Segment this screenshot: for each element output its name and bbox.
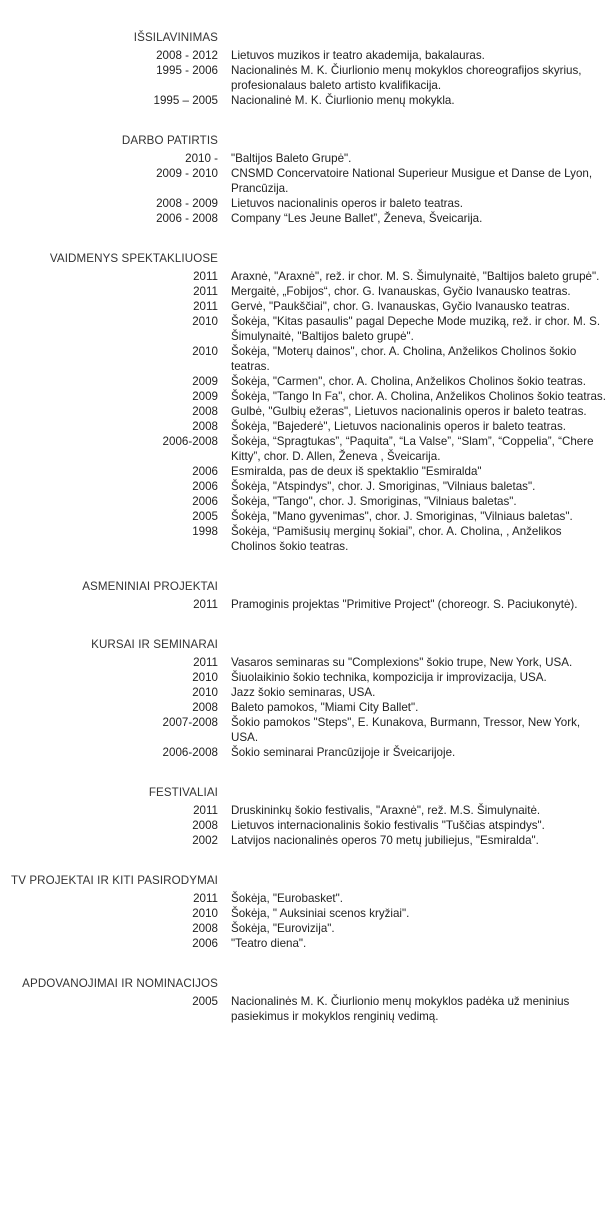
entry-year: 2010 (192, 907, 218, 920)
entry-row (0, 655, 610, 670)
entry-description: Druskininkų šokio festivalis, "Araxnė", rež. M.S. Šimulynaitė. (231, 804, 541, 817)
entry-year: 2006-2008 (162, 435, 218, 448)
entry-description: Šokio pamokos "Steps", E. Kunakova, Burmann, Tressor, New York, USA. (231, 716, 581, 744)
entry-row (0, 833, 610, 848)
entry-description: Šiuolaikinio šokio technika, kompozicija ir improvizacija, USA. (231, 671, 547, 684)
entry-description: Šokėja, "Tango In Fa", chor. A. Cholina, Anželikos Cholinos šokio teatras. (231, 390, 606, 403)
entry-row (0, 404, 610, 419)
section-heading: FESTIVALIAI (148, 786, 218, 799)
entry-year: 2008 - 2009 (156, 197, 218, 210)
section-heading: ASMENINIAI PROJEKTAI (82, 580, 218, 593)
entry-description: Šokėja, “Spragtukas”, “Paquita”, “La Valse”, “Slam”, “Coppelia”, “Chere Kitty”, chor. D. Allen, Ženeva , Šveicarija. (231, 435, 594, 463)
entry-row (0, 284, 610, 299)
entry-row (0, 906, 610, 921)
entry-description: "Baltijos Baleto Grupė". (231, 152, 352, 165)
entry-row (0, 685, 610, 700)
entry-row (0, 509, 610, 524)
entry-description: Nacionalinė M. K. Čiurlionio menų mokykla. (231, 94, 455, 107)
entry-row (0, 479, 610, 494)
entry-description: Šokėja, "Eurobasket". (231, 892, 343, 905)
entry-year: 2007-2008 (162, 716, 218, 729)
section-tv-projektai-ir-kiti-pasirodymai (0, 872, 610, 951)
entry-description: Jazz šokio seminaras, USA. (231, 686, 376, 699)
entry-year: 2009 (192, 390, 218, 403)
entry-description: Šokėja, "Eurovizija". (231, 922, 335, 935)
entry-year: 2008 - 2012 (156, 49, 218, 62)
entry-year: 2011 (193, 656, 218, 669)
section-heading: IŠSILAVINIMAS (133, 31, 218, 44)
entry-row (0, 151, 610, 166)
section-heading: TV PROJEKTAI IR KITI PASIRODYMAI (11, 874, 218, 887)
entry-row (0, 818, 610, 833)
entry-row (0, 464, 610, 479)
entry-year: 2006 (192, 495, 218, 508)
entry-row (0, 715, 610, 745)
entry-description: Lietuvos internacionalinis šokio festivalis "Tuščias atspindys". (231, 819, 545, 832)
section-asmeniniai-projektai (0, 578, 610, 612)
entry-description: Latvijos nacionalinės operos 70 metų jubiliejus, "Esmiralda". (231, 834, 539, 847)
section-darbo-patirtis (0, 132, 610, 226)
entry-row (0, 374, 610, 389)
entry-row (0, 48, 610, 63)
entry-row (0, 494, 610, 509)
entry-year: 1995 – 2005 (153, 94, 218, 107)
entry-row (0, 994, 610, 1024)
entry-description: Vasaros seminaras su "Complexions" šokio trupe, New York, USA. (231, 656, 573, 669)
entry-row (0, 434, 610, 464)
entry-description: Šokėja, "Carmen", chor. A. Cholina, Anželikos Cholinos šokio teatras. (231, 375, 586, 388)
entry-year: 2011 (193, 285, 218, 298)
entry-row (0, 936, 610, 951)
entry-year: 1998 (192, 525, 218, 538)
entry-year: 2011 (193, 300, 218, 313)
entry-year: 2010 (192, 345, 218, 358)
entry-year: 2005 (192, 995, 218, 1008)
entry-description: CNSMD Concervatoire National Superieur Musigue et Danse de Lyon, Prancūzija. (231, 167, 593, 195)
entry-year: 2006 (192, 480, 218, 493)
entry-year: 2006 (192, 937, 218, 950)
entry-year: 2005 (192, 510, 218, 523)
entry-year: 2010 (192, 686, 218, 699)
entry-row (0, 524, 610, 554)
section-heading: DARBO PATIRTIS (121, 134, 218, 147)
entry-row (0, 269, 610, 284)
entry-description: Baleto pamokos, "Miami City Ballet". (231, 701, 419, 714)
entry-description: Company “Les Jeune Ballet”, Ženeva, Šveicarija. (231, 212, 483, 225)
entry-year: 2008 (192, 420, 218, 433)
entry-row (0, 166, 610, 196)
entry-year: 2011 (193, 598, 218, 611)
entry-row (0, 891, 610, 906)
entry-year: 2008 (192, 405, 218, 418)
entry-description: Šokėja, "Bajederė", Lietuvos nacionalinis operos ir baleto teatras. (231, 420, 566, 433)
section-issilavinimas (0, 29, 610, 108)
entry-year: 2006-2008 (162, 746, 218, 759)
section-vaidmenys-spektakliuose (0, 250, 610, 554)
entry-year: 2009 (192, 375, 218, 388)
entry-year: 2009 - 2010 (156, 167, 218, 180)
entry-year: 2006 - 2008 (156, 212, 218, 225)
entry-year: 2006 (192, 465, 218, 478)
entry-description: Šokėja, "Mano gyvenimas", chor. J. Smoriginas, "Vilniaus baletas". (231, 510, 573, 523)
entry-description: "Teatro diena". (231, 937, 307, 950)
entry-year: 2010 (192, 315, 218, 328)
section-festivaliai (0, 784, 610, 848)
entry-description: Lietuvos nacionalinis operos ir baleto teatras. (231, 197, 464, 210)
section-heading: VAIDMENYS SPEKTAKLIUOSE (49, 252, 218, 265)
entry-description: Gulbė, "Gulbių ežeras", Lietuvos nacionalinis operos ir baleto teatras. (231, 405, 587, 418)
section-heading: APDOVANOJIMAI IR NOMINACIJOS (22, 977, 218, 990)
entry-row (0, 196, 610, 211)
entry-description: Lietuvos muzikos ir teatro akademija, bakalauras. (231, 49, 485, 62)
entry-description: Šokėja, “Pamišusių merginų šokiai”, chor. A. Cholina, , Anželikos Cholinos šokio teatras. (231, 525, 562, 553)
entry-description: Araxnė, "Araxnė", rež. ir chor. M. S. Šimulynaitė, "Baltijos baleto grupė". (231, 270, 600, 283)
entry-description: Šokėja, "Kitas pasaulis" pagal Depeche Mode muziką, rež. ir chor. M. S. Šimulynaitė, "Baltijos baleto grupė". (231, 315, 601, 343)
entry-year: 2010 - (185, 152, 218, 165)
entry-row (0, 803, 610, 818)
entry-row (0, 419, 610, 434)
entry-row (0, 700, 610, 715)
entry-row (0, 314, 610, 344)
entry-year: 2011 (193, 270, 218, 283)
entry-year: 2008 (192, 922, 218, 935)
entry-description: Gervė, "Paukščiai", chor. G. Ivanauskas, Gyčio Ivanausko teatras. (231, 300, 570, 313)
entry-year: 2008 (192, 819, 218, 832)
entry-row (0, 745, 610, 760)
cv-document (0, 29, 610, 1048)
entry-row (0, 597, 610, 612)
entry-description: Nacionalinės M. K. Čiurlionio menų mokyklos padėka už meninius pasiekimus ir mokyklos renginių vedimą. (231, 995, 570, 1023)
entry-description: Šokėja, "Tango", chor. J. Smoriginas, "Vilniaus baletas". (231, 495, 517, 508)
entry-year: 2002 (192, 834, 218, 847)
section-kursai-ir-seminarai (0, 636, 610, 760)
entry-description: Mergaitė, „Fobijos“, chor. G. Ivanauskas, Gyčio Ivanausko teatras. (231, 285, 571, 298)
entry-row (0, 344, 610, 374)
entry-row (0, 299, 610, 314)
section-apdovanojimai-ir-nominacijos (0, 975, 610, 1024)
entry-description: Šokėja, "Moterų dainos", chor. A. Cholina, Anželikos Cholinos šokio teatras. (231, 345, 577, 373)
entry-description: Nacionalinės M. K. Čiurlionio menų mokyklos choreografijos skyrius, profesionalaus baleto artisto kvalifikacija. (231, 64, 582, 92)
entry-row (0, 921, 610, 936)
entry-year: 2011 (193, 892, 218, 905)
entry-year: 2011 (193, 804, 218, 817)
entry-row (0, 63, 610, 93)
section-heading: KURSAI IR SEMINARAI (91, 638, 218, 651)
entry-description: Esmiralda, pas de deux iš spektaklio "Esmiralda" (231, 465, 482, 478)
entry-row (0, 211, 610, 226)
entry-description: Šokio seminarai Prancūzijoje ir Šveicarijoje. (231, 746, 456, 759)
entry-description: Šokėja, " Auksiniai scenos kryžiai". (231, 907, 410, 920)
entry-row (0, 389, 610, 404)
entry-year: 2010 (192, 671, 218, 684)
entry-description: Pramoginis projektas "Primitive Project" (choreogr. S. Paciukonytė). (231, 598, 578, 611)
entry-year: 1995 - 2006 (156, 64, 218, 77)
entry-description: Šokėja, "Atspindys", chor. J. Smoriginas, "Vilniaus baletas". (231, 480, 536, 493)
entry-row (0, 670, 610, 685)
entry-row (0, 93, 610, 108)
entry-year: 2008 (192, 701, 218, 714)
